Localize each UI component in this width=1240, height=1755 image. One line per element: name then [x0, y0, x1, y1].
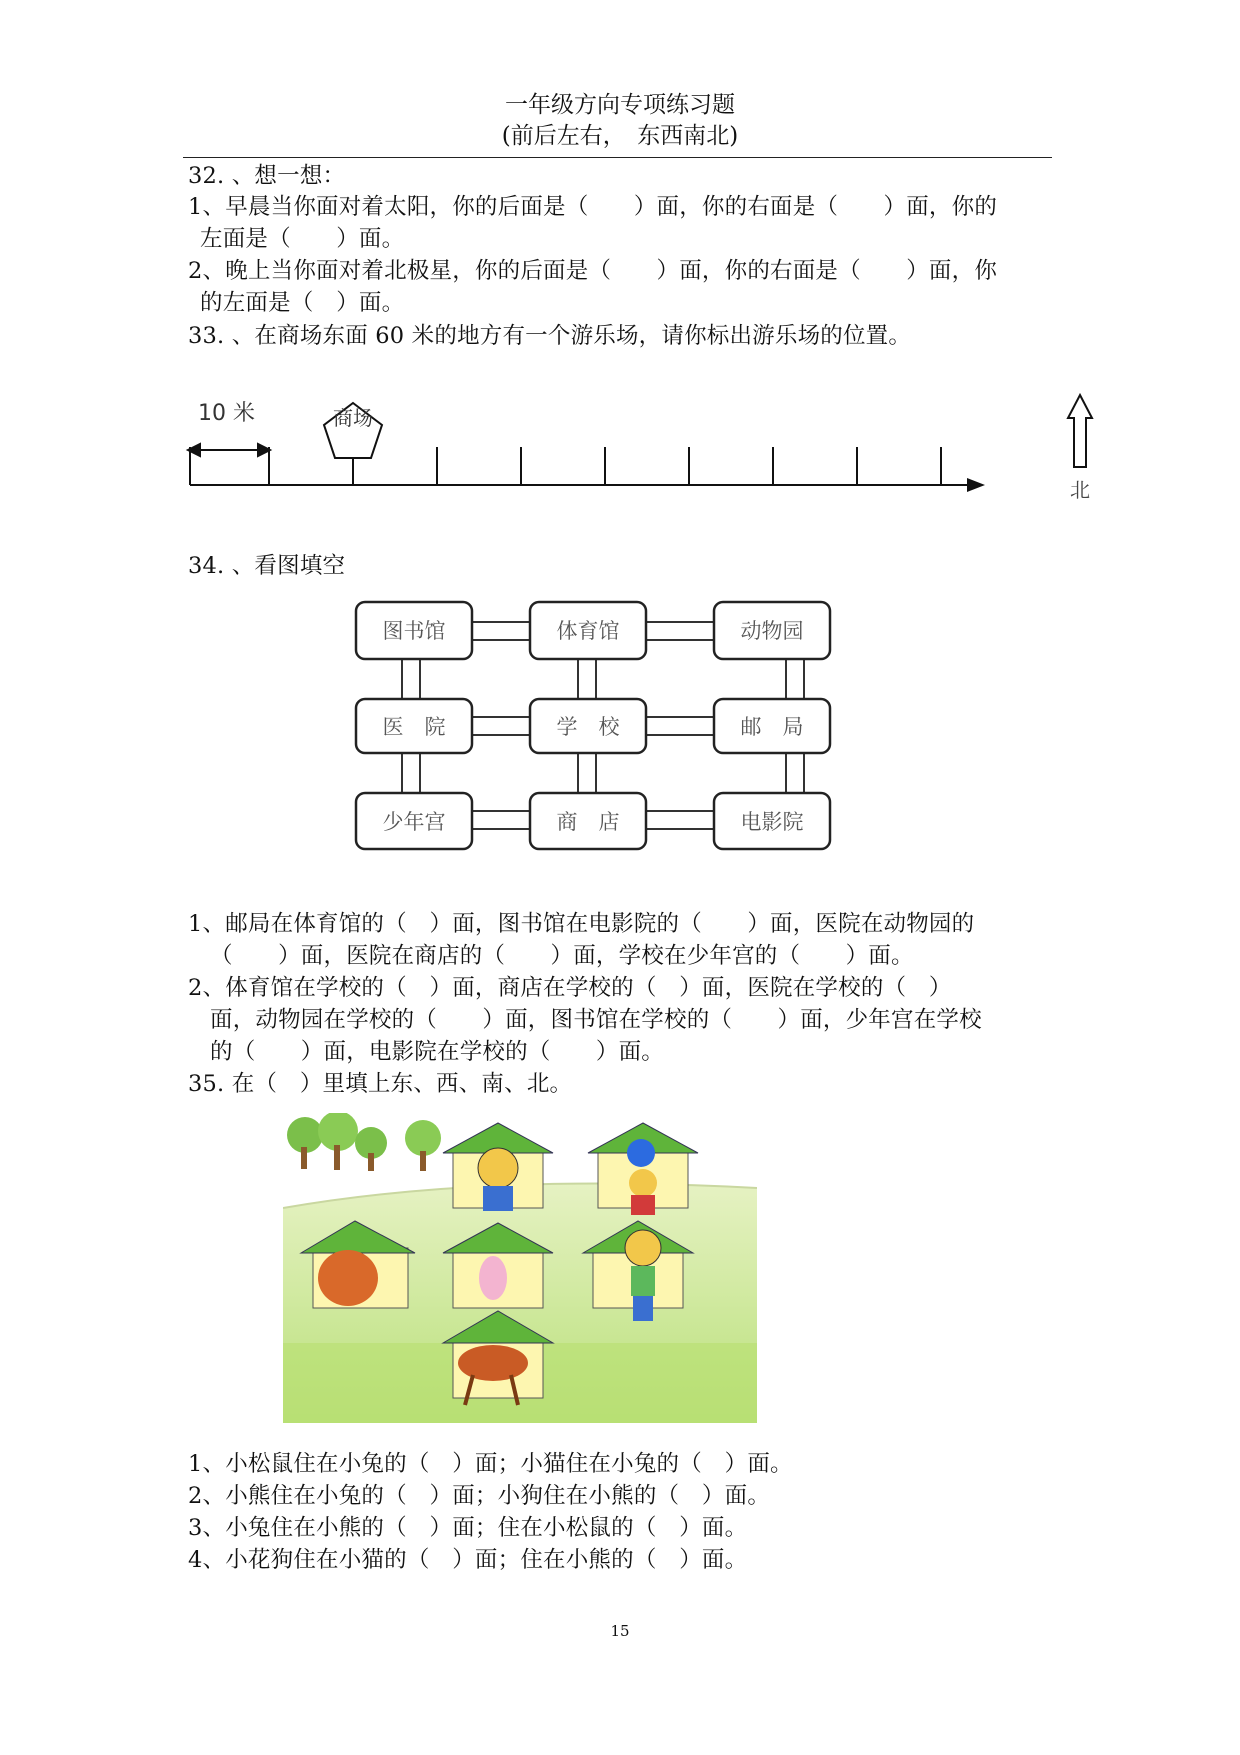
- town-map: [350, 595, 900, 857]
- label-school: 学 校: [556, 715, 620, 739]
- north-label: 北: [1070, 478, 1090, 502]
- number-line: [190, 447, 970, 485]
- mall-label: 商场: [333, 406, 373, 430]
- q34-line-2c: 的（ ）面，电影院在学校的（ ）面。: [210, 1039, 665, 1065]
- north-arrow-icon: [1068, 395, 1092, 467]
- q34-line-1a: 1、邮局在体育馆的（ ）面，图书馆在电影院的（ ）面，医院在动物园的: [188, 911, 975, 937]
- number-line-figure: [180, 385, 1100, 505]
- q35-line-3: 3、小兔住在小熊的（ ）面；住在小松鼠的（ ）面。: [188, 1515, 748, 1541]
- label-cinema: 电影院: [740, 810, 804, 834]
- scale-label: 10 米: [198, 401, 255, 426]
- q35-line-2: 2、小熊住在小兔的（ ）面；小狗住在小熊的（ ）面。: [188, 1483, 771, 1509]
- label-shop: 商 店: [556, 810, 620, 834]
- q35-line-4: 4、小花狗住在小猫的（ ）面；住在小熊的（ ）面。: [188, 1547, 748, 1573]
- page-number: 15: [610, 1622, 630, 1640]
- q34-heading: 34. 、看图填空: [188, 553, 346, 579]
- label-youth-palace: 少年宫: [382, 810, 446, 834]
- q32-line-2a: 2、晚上当你面对着北极星，你的后面是（ ）面，你的右面是（ ）面，你: [188, 258, 998, 284]
- q35-line-1: 1、小松鼠住在小兔的（ ）面；小猫住在小兔的（ ）面。: [188, 1451, 793, 1477]
- q34-line-2b: 面，动物园在学校的（ ）面，图书馆在学校的（ ）面，少年宫在学校: [210, 1007, 982, 1033]
- page-subtitle: (前后左右， 东西南北): [501, 123, 739, 149]
- town-map-buildings: [350, 595, 900, 857]
- q32-line-1a: 1、早晨当你面对着太阳，你的后面是（ ）面，你的右面是（ ）面，你的: [188, 194, 998, 220]
- label-post-office: 邮 局: [740, 715, 804, 739]
- page-title: 一年级方向专项练习题: [505, 92, 735, 118]
- animal-houses-illustration: [283, 1113, 757, 1423]
- label-hospital: 医 院: [382, 715, 446, 739]
- label-library: 图书馆: [382, 619, 446, 643]
- east-arrowhead: [967, 478, 985, 492]
- scale-double-arrow: [188, 444, 270, 456]
- q34-line-2a: 2、体育馆在学校的（ ）面，商店在学校的（ ）面，医院在学校的（ ）: [188, 975, 952, 1001]
- q34-line-1b: （ ）面，医院在商店的（ ）面，学校在少年宫的（ ）面。: [210, 943, 914, 969]
- q35-heading: 35. 在（ ）里填上东、西、南、北。: [188, 1071, 573, 1097]
- header-rule: [183, 157, 1052, 158]
- q32-line-1b: 左面是（ ）面。: [200, 226, 405, 252]
- q32-heading: 32. 、想一想：: [188, 163, 346, 189]
- label-gym: 体育馆: [556, 619, 620, 643]
- q32-line-2b: 的左面是（ ）面。: [200, 290, 405, 316]
- q33-text: 33. 、在商场东面 60 米的地方有一个游乐场，请你标出游乐场的位置。: [188, 323, 912, 349]
- label-zoo: 动物园: [740, 619, 804, 643]
